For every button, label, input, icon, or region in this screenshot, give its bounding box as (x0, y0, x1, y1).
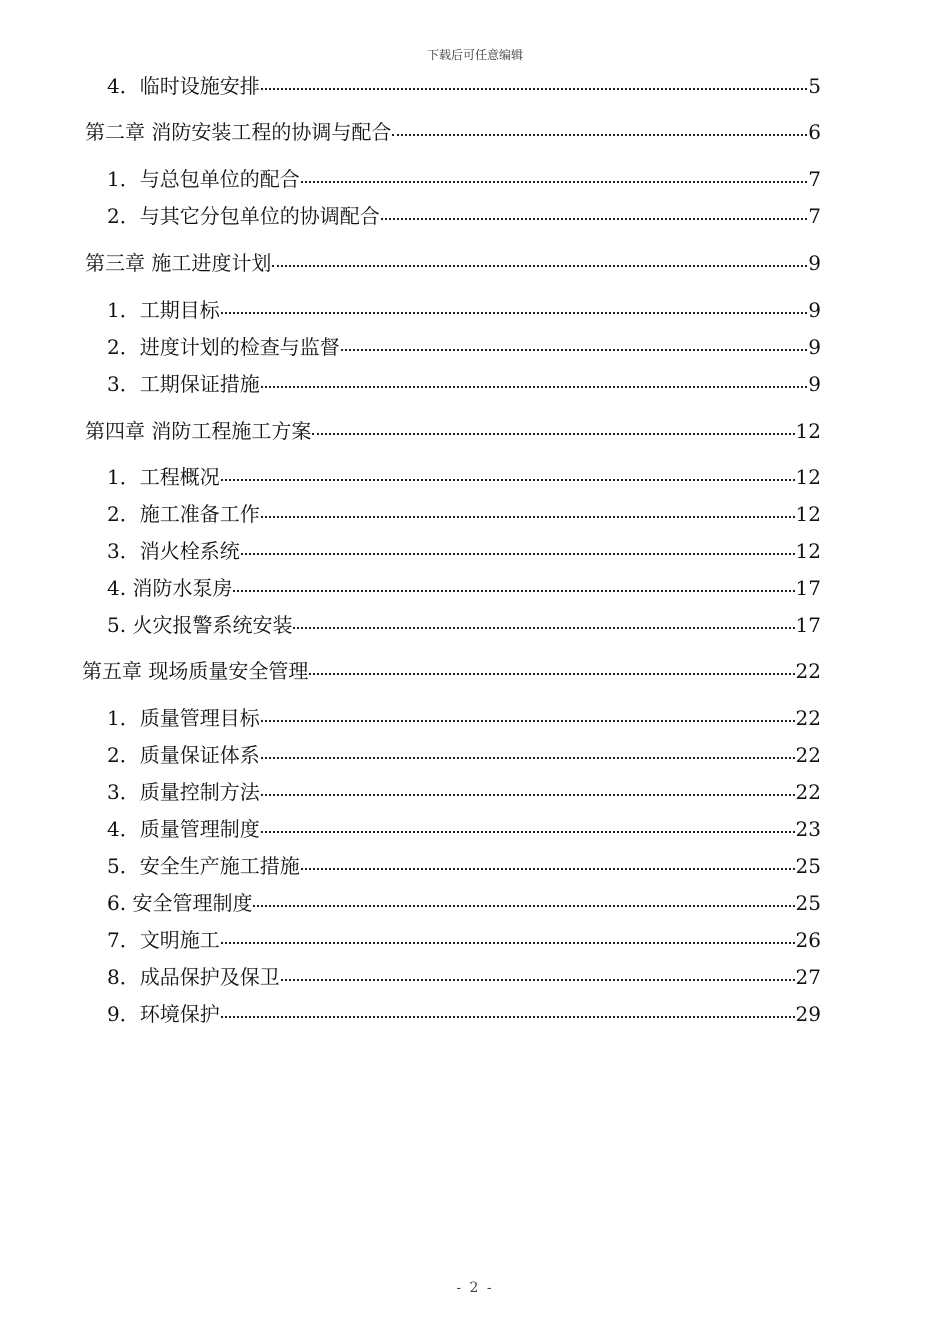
toc-entry-label: 第四章 消防工程施工方案 (85, 419, 312, 443)
toc-entry-label: 1．工程概况 (107, 465, 220, 489)
toc-entry-page: 12 (795, 502, 821, 526)
toc-entry[interactable] (107, 370, 821, 398)
toc-entry-label: 1．质量管理目标 (107, 706, 260, 730)
toc-leader-dots (221, 311, 808, 314)
toc-entry-page: 12 (795, 419, 821, 443)
toc-entry-label: 第二章 消防安装工程的协调与配合 (85, 120, 392, 144)
toc-entry-page: 12 (795, 539, 821, 563)
toc-entry-label: 第三章 施工进度计划 (85, 251, 272, 275)
page-number-footer: - 2 - (456, 1280, 494, 1296)
toc-entry-page: 7 (808, 204, 821, 228)
toc-entry[interactable] (107, 537, 821, 565)
toc-entry[interactable] (107, 889, 821, 917)
toc-leader-dots (261, 515, 795, 518)
toc-entry[interactable] (107, 778, 821, 806)
toc-leader-dots (253, 904, 794, 907)
toc-entry-label: 第五章 现场质量安全管理 (82, 659, 309, 683)
toc-leader-dots (301, 180, 808, 183)
toc-entry-page: 6 (808, 120, 821, 144)
toc-entry[interactable] (107, 1000, 821, 1028)
toc-entry-page: 17 (795, 613, 821, 637)
toc-entry-label: 3．工期保证措施 (107, 372, 260, 396)
toc-leader-dots (392, 133, 807, 136)
toc-leader-dots (293, 626, 794, 629)
toc-entry[interactable] (107, 926, 821, 954)
toc-entry[interactable] (107, 463, 821, 491)
toc-entry-page: 5 (808, 74, 821, 98)
toc-entry-label: 1．与总包单位的配合 (107, 167, 300, 191)
toc-entry-label: 9．环境保护 (107, 1002, 220, 1026)
toc-leader-dots (221, 478, 795, 481)
toc-entry-label: 8．成品保护及保卫 (107, 965, 280, 989)
toc-leader-dots (341, 348, 808, 351)
toc-entry-label: 2．质量保证体系 (107, 743, 260, 767)
toc-entry-page: 22 (795, 659, 821, 683)
toc-entry[interactable] (107, 852, 821, 880)
toc-leader-dots (301, 867, 795, 870)
toc-entry-page: 29 (795, 1002, 821, 1026)
toc-leader-dots (309, 672, 794, 675)
toc-entry-label: 6. 安全管理制度 (107, 891, 253, 915)
toc-entry-page: 25 (795, 891, 821, 915)
toc-entry-label: 4．质量管理制度 (107, 817, 260, 841)
toc-entry-page: 22 (795, 743, 821, 767)
toc-entry[interactable] (107, 500, 821, 528)
toc-entry-label: 2．进度计划的检查与监督 (107, 335, 340, 359)
toc-entry[interactable] (107, 72, 821, 100)
toc-entry[interactable] (107, 704, 821, 732)
toc-entry-label: 4. 消防水泵房 (107, 576, 233, 600)
toc-leader-dots (261, 719, 795, 722)
toc-entry-page: 17 (795, 576, 821, 600)
toc-entry[interactable] (107, 165, 821, 193)
toc-entry-page: 9 (808, 372, 821, 396)
toc-entry-label: 7．文明施工 (107, 928, 220, 952)
toc-leader-dots (272, 264, 807, 267)
toc-entry-page: 27 (795, 965, 821, 989)
toc-leader-dots (241, 552, 795, 555)
toc-leader-dots (233, 589, 794, 592)
toc-leader-dots (261, 87, 808, 90)
toc-entry-page: 25 (795, 854, 821, 878)
toc-entry-label: 3．质量控制方法 (107, 780, 260, 804)
toc-entry[interactable] (107, 296, 821, 324)
toc-entry-label: 4．临时设施安排 (107, 74, 260, 98)
toc-entry-page: 22 (795, 706, 821, 730)
toc-leader-dots (381, 217, 808, 220)
toc-entry-label: 5．安全生产施工措施 (107, 854, 300, 878)
toc-entry-page: 7 (808, 167, 821, 191)
page-header: 下载后可任意编辑 (426, 48, 523, 62)
toc-entry-page: 9 (808, 251, 821, 275)
toc-entry[interactable] (107, 611, 821, 639)
toc-chapter[interactable] (85, 417, 821, 445)
toc-chapter[interactable] (82, 657, 821, 685)
toc-leader-dots (261, 793, 795, 796)
toc-chapter[interactable] (85, 118, 821, 146)
toc-leader-dots (261, 830, 795, 833)
toc-entry-label: 2．与其它分包单位的协调配合 (107, 204, 380, 228)
toc-leader-dots (281, 978, 795, 981)
toc-entry-page: 23 (795, 817, 821, 841)
toc-entry-page: 9 (808, 298, 821, 322)
toc-entry-page: 26 (795, 928, 821, 952)
toc-entry[interactable] (107, 574, 821, 602)
toc-entry-label: 1．工期目标 (107, 298, 220, 322)
toc-entry-label: 3．消火栓系统 (107, 539, 240, 563)
toc-leader-dots (312, 432, 794, 435)
toc-entry[interactable] (107, 333, 821, 361)
toc-chapter[interactable] (85, 249, 821, 277)
toc-leader-dots (221, 941, 795, 944)
toc-leader-dots (261, 756, 795, 759)
toc-entry-page: 9 (808, 335, 821, 359)
toc-leader-dots (261, 385, 808, 388)
toc-leader-dots (221, 1015, 795, 1018)
toc-entry-page: 12 (795, 465, 821, 489)
toc-entry[interactable] (107, 815, 821, 843)
toc-entry-label: 5. 火灾报警系统安装 (107, 613, 293, 637)
toc-entry-page: 22 (795, 780, 821, 804)
toc-entry-label: 2．施工准备工作 (107, 502, 260, 526)
toc-entry[interactable] (107, 741, 821, 769)
toc-entry[interactable] (107, 963, 821, 991)
toc-entry[interactable] (107, 202, 821, 230)
